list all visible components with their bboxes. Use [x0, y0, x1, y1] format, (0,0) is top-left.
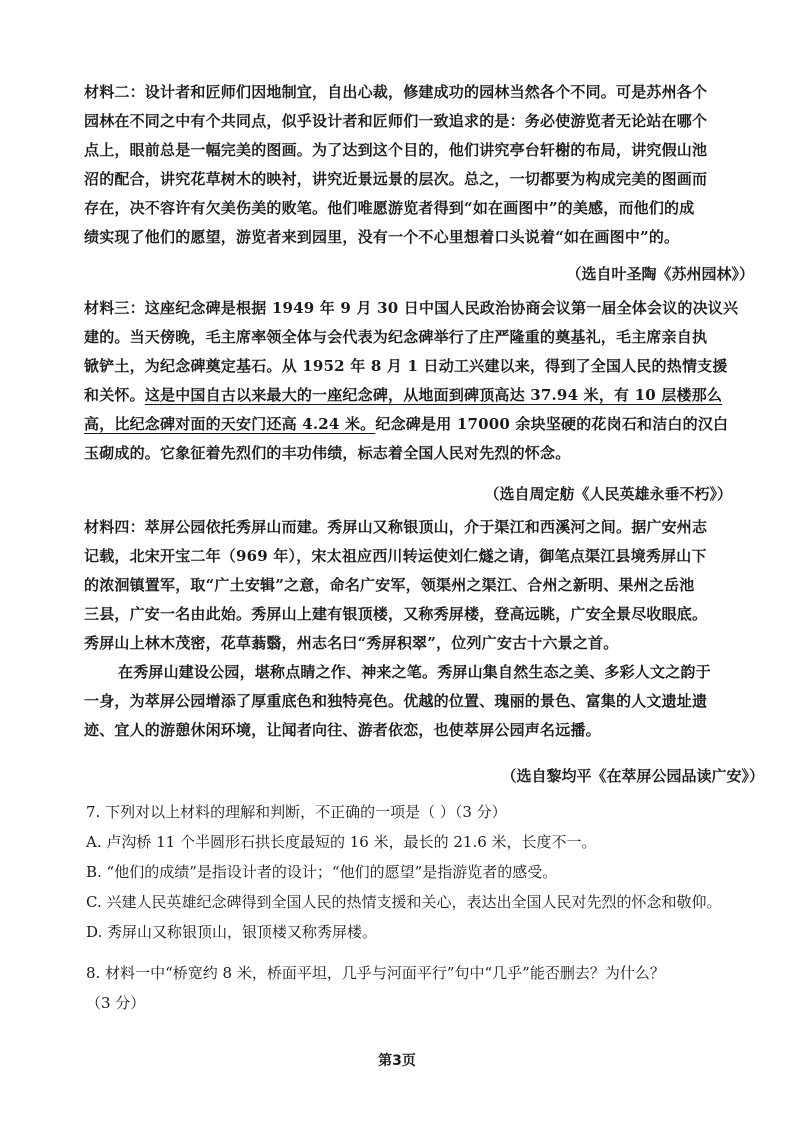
- material-4-line: 三县，广安一名由此始。秀屏山上建有银顶楼，又称秀屏楼，登高远眺，广安全景尽收眼底。: [84, 605, 708, 623]
- material-4-line: 材料四：萃屏公园依托秀屏山而建。秀屏山又称银顶山，介于渠江和西溪河之间。据广安州志: [84, 518, 708, 536]
- material-3-underlined-sentence: 这是中国自古以来最大的一座纪念碑，从地面到碑顶高达 37.94 米，有 10 层楼那么: [144, 386, 723, 404]
- material-4: [84, 513, 756, 745]
- material-4-line: 记载，北宋开宝二年（969 年），宋太祖应西川转运使刘仁燧之请，御笔点渠江县境秀屏山下: [84, 547, 707, 565]
- material-3-line: 玉砌成的。它象征着先烈们的丰功伟绩，标志着全国人民对先烈的怀念。: [84, 444, 571, 462]
- material-4-line: 在秀屏山建设公园，堪称点睛之作、神来之笔。秀屏山集自然生态之美、多彩人文之韵于: [118, 663, 711, 681]
- material-2: [84, 78, 756, 252]
- material-2-line: 绩实现了他们的愿望，游览者来到园里，没有一个不心里想着口头说着“如在画图中”的。: [84, 228, 680, 246]
- material-3-line-mixed: [84, 381, 756, 410]
- material-3-text: 纪念碑是用 17000 余块坚硬的花岗石和洁白的汉白: [375, 415, 729, 433]
- material-2-line: 沼的配合，讲究花草树木的映衬，讲究近景远景的层次。总之，一切都要为构成完美的图画而: [84, 170, 708, 188]
- question-7-option-a: A. 卢沟桥 11 个半圆形石拱长度最短的 16 米，最长的 21.6 米，长度不一。: [86, 833, 597, 851]
- question-7-option-c: C. 兴建人民英雄纪念碑得到全国人民的热情支援和关心，表达出全国人民对先烈的怀念和敬仰。: [86, 893, 722, 911]
- material-3-line: 锨铲土，为纪念碑奠定基石。从 1952 年 8 月 1 日动工兴建以来，得到了全国人民的热情支援: [84, 357, 728, 375]
- material-3-source: （选自周定舫《人民英雄永垂不朽》）: [484, 485, 732, 503]
- material-4-source: （选自黎均平《在萃屏公园品读广安》）: [501, 767, 764, 785]
- question-8-stem: 8. 材料一中“桥宽约 8 米，桥面平坦，几乎与河面平行”句中“几乎”能否删去？为什么？: [86, 964, 665, 982]
- question-7-option-d: D. 秀屏山又称银顶山，银顶楼又称秀屏楼。: [86, 923, 378, 941]
- material-3-underlined-sentence: 高，比纪念碑对面的天安门还高 4.24 米。: [84, 415, 376, 433]
- material-2-line: 材料二：设计者和匠师们因地制宜，自出心裁，修建成功的园林当然各个不同。可是苏州各个: [84, 83, 708, 101]
- material-2-line: 园林在不同之中有个共同点，似乎设计者和匠师们一致追求的是：务必使游览者无论站在哪个: [84, 112, 708, 130]
- question-7-option-b: B. “他们的成绩”是指设计者的设计；“他们的愿望”是指游览者的感受。: [86, 863, 558, 881]
- page-number: 第3页: [378, 1053, 416, 1069]
- material-2-line: 存在，决不容许有欠美伤美的败笔。他们唯愿游览者得到“如在画图中”的美感，而他们的成: [84, 199, 695, 217]
- material-4-line: 一身，为萃屏公园增添了厚重底色和独特亮色。优越的位置、瑰丽的景色、富集的人文遗址遗: [84, 692, 708, 710]
- material-2-source: （选自叶圣陶《苏州园林》）: [566, 265, 754, 283]
- material-3-line-mixed: [84, 410, 756, 439]
- question-8-score: （3 分）: [86, 994, 146, 1012]
- material-3-line: 材料三：这座纪念碑是根据 1949 年 9 月 30 日中国人民政治协商会议第一届全体会议的决议兴: [84, 299, 739, 317]
- material-4-line: 秀屏山上林木茂密，花草蓊翳，州志名曰“秀屏积翠”，位列广安古十六景之首。: [84, 634, 619, 652]
- material-4-line: 迹、宜人的游憩休闲环境，让闻者向往、游者依恋，也使萃屏公园声名远播。: [84, 721, 601, 739]
- material-2-line: 点上，眼前总是一幅完美的图画。为了达到这个目的，他们讲究亭台轩榭的布局，讲究假山池: [84, 141, 708, 159]
- question-7: [86, 797, 758, 947]
- question-8: [86, 958, 758, 1018]
- material-4-line: 的浓洄镇置军，取“广土安辑”之意，命名广安军，领渠州之渠江、合州之新明、果州之岳池: [84, 576, 695, 594]
- material-3-text: 和关怀。: [84, 386, 145, 404]
- question-7-stem: 7. 下列对以上材料的理解和判断，不正确的一项是（ ）（3 分）: [86, 803, 507, 821]
- material-3-line: 建的。当天傍晚，毛主席率领全体与会代表为纪念碑举行了庄严隆重的奠基礼，毛主席亲自执: [84, 328, 708, 346]
- material-3: [84, 294, 756, 468]
